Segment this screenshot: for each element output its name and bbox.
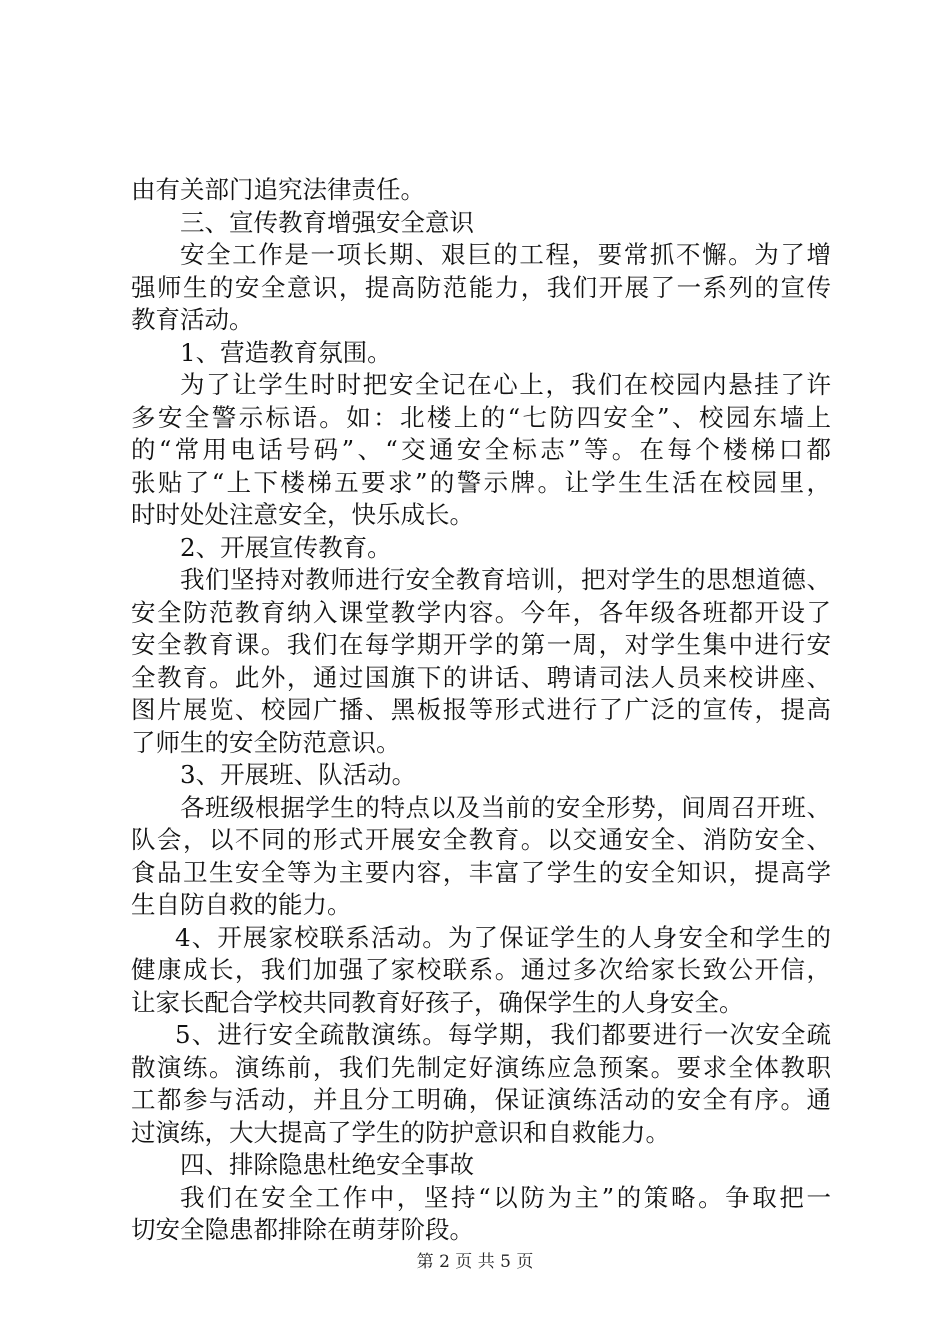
text-line: 强师生的安全意识，提高防范能力，我们开展了一系列的宣传	[131, 272, 831, 302]
text-line: 安全教育课。我们在每学期开学的第一周，对学生集中进行安	[131, 630, 831, 659]
text-line: 各班级根据学生的特点以及当前的安全形势，间周召开班、	[180, 792, 831, 822]
text-line: 工都参与活动，并且分工明确，保证演练活动的安全有序。通	[131, 1085, 831, 1114]
text-line: 安全工作是一项长期、艰巨的工程，要常抓不懈。为了增	[180, 240, 831, 269]
section-heading: 四、排除隐患杜绝安全事故	[180, 1150, 474, 1179]
text-line: 图片展览、校园广播、黑板报等形式进行了广泛的宣传，提高	[131, 695, 831, 724]
text-line: 教育活动。	[131, 305, 254, 334]
subsection-heading: 2、开展宣传教育。	[180, 532, 392, 562]
text-line: 5、进行安全疏散演练。每学期，我们都要进行一次安全疏	[175, 1020, 831, 1049]
text-line: 队会，以不同的形式开展安全教育。以交通安全、消防安全、	[131, 825, 831, 854]
text-line: 生自防自救的能力。	[131, 890, 352, 919]
text-line: 健康成长，我们加强了家校联系。通过多次给家长致公开信，	[131, 955, 831, 984]
section-heading: 三、宣传教育增强安全意识	[180, 207, 474, 237]
text-line: 我们坚持对教师进行安全教育培训，把对学生的思想道德、	[180, 565, 831, 594]
text-line: 由有关部门追究法律责任。	[131, 175, 425, 204]
subsection-heading: 3、开展班、队活动。	[180, 760, 417, 789]
text-line: 过演练，大大提高了学生的防护意识和自救能力。	[131, 1117, 670, 1147]
text-line: 切安全隐患都排除在萌芽阶段。	[131, 1215, 474, 1244]
text-line: 了师生的安全防范意识。	[131, 727, 401, 757]
subsection-heading: 1、营造教育氛围。	[180, 337, 392, 367]
text-line: 多安全警示标语。如：北楼上的“七防四安全”、校园东墙上	[131, 402, 831, 432]
text-line: 全教育。此外，通过国旗下的讲话、聘请司法人员来校讲座、	[131, 662, 831, 692]
text-line: 我们在安全工作中，坚持“以防为主”的策略。争取把一	[180, 1182, 831, 1212]
text-line: 散演练。演练前，我们先制定好演练应急预案。要求全体教职	[131, 1052, 831, 1082]
text-line: 为了让学生时时把安全记在心上，我们在校园内悬挂了许	[180, 370, 831, 399]
text-line: 食品卫生安全等为主要内容，丰富了学生的安全知识，提高学	[131, 857, 831, 887]
text-line: 时时处处注意安全，快乐成长。	[131, 500, 474, 529]
text-line: 4、开展家校联系活动。为了保证学生的人身安全和学生的	[175, 922, 831, 952]
text-line: 的“常用电话号码”、“交通安全标志”等。在每个楼梯口都	[131, 435, 831, 464]
page-number-footer: 第 2 页 共 5 页	[416, 1252, 534, 1272]
text-line: 张贴了“上下楼梯五要求”的警示牌。让学生生活在校园里，	[131, 467, 831, 497]
text-line: 安全防范教育纳入课堂教学内容。今年，各年级各班都开设了	[131, 597, 831, 627]
document-body	[131, 174, 831, 1247]
text-line: 让家长配合学校共同教育好孩子，确保学生的人身安全。	[131, 987, 744, 1017]
